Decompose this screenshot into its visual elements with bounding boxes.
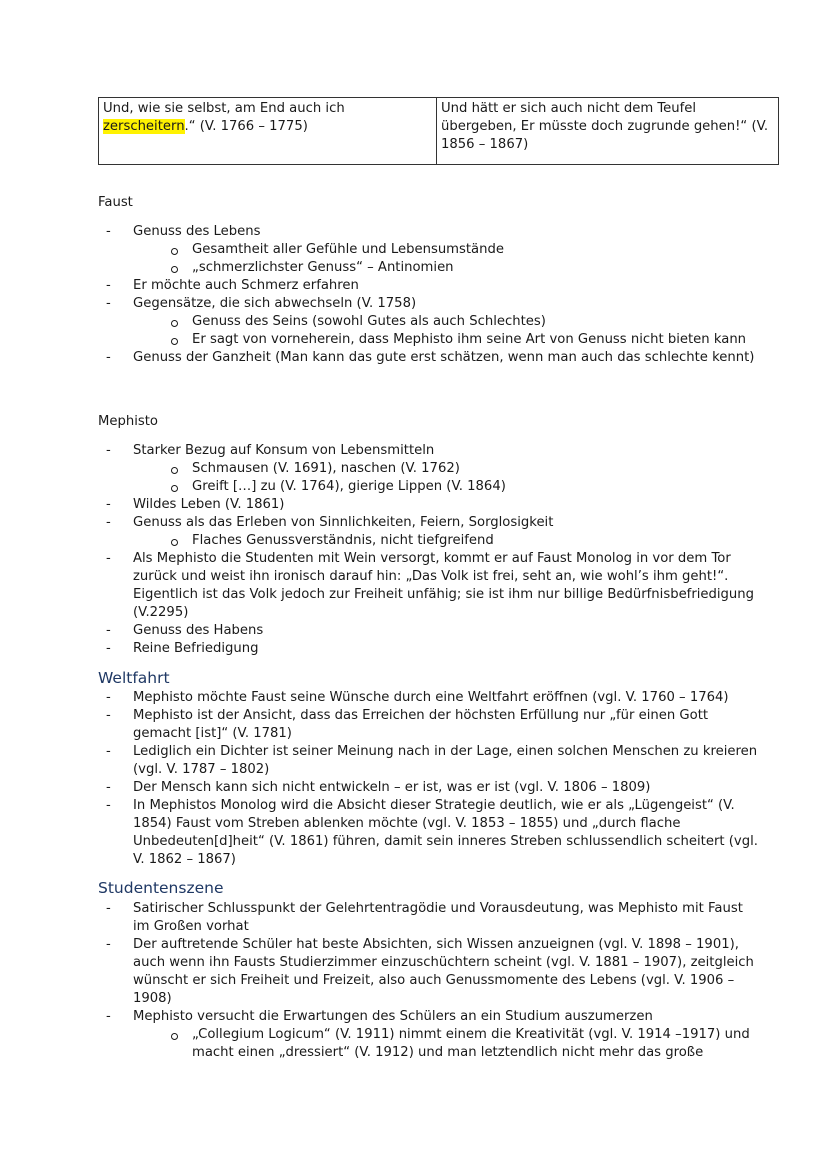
mephisto-list (98, 442, 758, 658)
list-item-text: Mephisto ist der Ansicht, dass das Erreichen der höchsten Erfüllung nur „für einen Gott gemacht [ist]“ (V. 1781) (133, 708, 709, 741)
sub-list (133, 1026, 758, 1062)
list-item (98, 707, 758, 743)
list-item (98, 640, 758, 658)
list-item-text: Reine Befriedigung (133, 641, 259, 656)
list-item (98, 223, 758, 277)
list-item (98, 779, 758, 797)
section-heading-weltfahrt: Weltfahrt (98, 669, 170, 687)
quote-table (98, 97, 779, 165)
quote-table-cell-left (99, 98, 437, 164)
sub-list (133, 460, 758, 496)
list-item-text: Satirischer Schlusspunkt der Gelehrtentragödie und Vorausdeutung, was Mephisto mit Faust im Großen vorhat (133, 901, 743, 934)
list-item (98, 936, 758, 1008)
list-item-text: Er möchte auch Schmerz erfahren (133, 278, 359, 293)
list-item-text: Wildes Leben (V. 1861) (133, 497, 285, 512)
list-item-text: Genuss des Lebens (133, 224, 261, 239)
quote-left-rest: .“ (V. 1766 – 1775) (184, 119, 308, 134)
list-item (98, 797, 758, 869)
sub-list-item: Flaches Genussverständnis, nicht tiefgreifend (133, 532, 758, 550)
list-item-text: Der Mensch kann sich nicht entwickeln – er ist, was er ist (vgl. V. 1806 – 1809) (133, 780, 651, 795)
list-item (98, 550, 758, 622)
list-item (98, 295, 758, 349)
list-item (98, 349, 758, 367)
faust-list (98, 223, 758, 367)
list-item-text: Gegensätze, die sich abwechseln (V. 1758) (133, 296, 417, 311)
quote-table-cell-right (437, 98, 778, 164)
list-item-text: Der auftretende Schüler hat beste Absichten, sich Wissen anzueignen (vgl. V. 1898 – 1901), auch wenn ihn Fausts Studierzimmer einzuschüchtern scheint (vgl. V. 1881 – 1907), zeitgleich wünscht er sich Freiheit und Freizeit, also auch Genussmomente des Lebens (vgl. V. 1906 –1908) (133, 937, 754, 1006)
list-item (98, 622, 758, 640)
quote-left-line: Und, wie sie selbst, am End auch ich (103, 101, 345, 116)
sub-list-item: Gesamtheit aller Gefühle und Lebensumstände (133, 241, 758, 259)
sub-list (133, 313, 758, 349)
sub-list-item: „schmerzlichster Genuss“ – Antinomien (133, 259, 758, 277)
list-item (98, 743, 758, 779)
list-item-text: Lediglich ein Dichter ist seiner Meinung nach in der Lage, einen solchen Menschen zu kreieren (vgl. V. 1787 – 1802) (133, 744, 758, 777)
list-item (98, 689, 758, 707)
sub-list-item: „Collegium Logicum“ (V. 1911) nimmt einem die Kreativität (vgl. V. 1914 –1917) und macht einen „dressiert“ (V. 1912) und man letztendlich nicht mehr das große (133, 1026, 758, 1062)
list-item-text: Als Mephisto die Studenten mit Wein versorgt, kommt er auf Faust Monolog in vor dem Tor zurück und weist ihn ironisch darauf hin: „Das Volk ist frei, seht an, wie wohl’s ihm geht!“. Eigentlich ist das Volk jedoch zur Freiheit unfähig; sie ist ihm nur billige Bedürfnisbefriedigung (V.2295) (133, 551, 755, 620)
list-item-text: Genuss als das Erleben von Sinnlichkeiten, Feiern, Sorglosigkeit (133, 515, 554, 530)
list-item-text: In Mephistos Monolog wird die Absicht dieser Strategie deutlich, wie er als „Lügengeist“ (V. 1854) Faust vom Streben ablenken möchte (vgl. V. 1853 – 1855) und „durch flache Unbedeuten[d]heit“ (V. 1861) führen, damit sein inneres Streben schlussendlich scheitert (vgl. V. 1862 – 1867) (133, 798, 758, 867)
list-item-text: Mephisto versucht die Erwartungen des Schülers an ein Studium auszumerzen (133, 1009, 653, 1024)
sub-list (133, 532, 758, 550)
sub-list-item: Schmausen (V. 1691), naschen (V. 1762) (133, 460, 758, 478)
section-heading-mephisto: Mephisto (98, 414, 158, 429)
list-item (98, 900, 758, 936)
sub-list-item: Greift […] zu (V. 1764), gierige Lippen (V. 1864) (133, 478, 758, 496)
sub-list (133, 241, 758, 277)
list-item-text: Genuss der Ganzheit (Man kann das gute erst schätzen, wenn man auch das schlechte kennt) (133, 350, 755, 365)
studentenszene-list (98, 900, 758, 1062)
section-heading-studentenszene: Studentenszene (98, 879, 224, 897)
quote-right-text: Und hätt er sich auch nicht dem Teufel übergeben, Er müsste doch zugrunde gehen!“ (V. 1856 – 1867) (441, 101, 769, 152)
list-item (98, 277, 758, 295)
section-heading-faust: Faust (98, 195, 133, 210)
list-item (98, 442, 758, 496)
sub-list-item: Er sagt von vorneherein, dass Mephisto ihm seine Art von Genuss nicht bieten kann (133, 331, 758, 349)
weltfahrt-list (98, 689, 758, 869)
sub-list-item: Genuss des Seins (sowohl Gutes als auch Schlechtes) (133, 313, 758, 331)
list-item (98, 1008, 758, 1062)
list-item-text: Mephisto möchte Faust seine Wünsche durch eine Weltfahrt eröffnen (vgl. V. 1760 – 1764) (133, 690, 729, 705)
highlighted-word: zerscheitern (103, 119, 185, 134)
list-item (98, 496, 758, 514)
list-item-text: Genuss des Habens (133, 623, 264, 638)
list-item-text: Starker Bezug auf Konsum von Lebensmitteln (133, 443, 435, 458)
list-item (98, 514, 758, 550)
